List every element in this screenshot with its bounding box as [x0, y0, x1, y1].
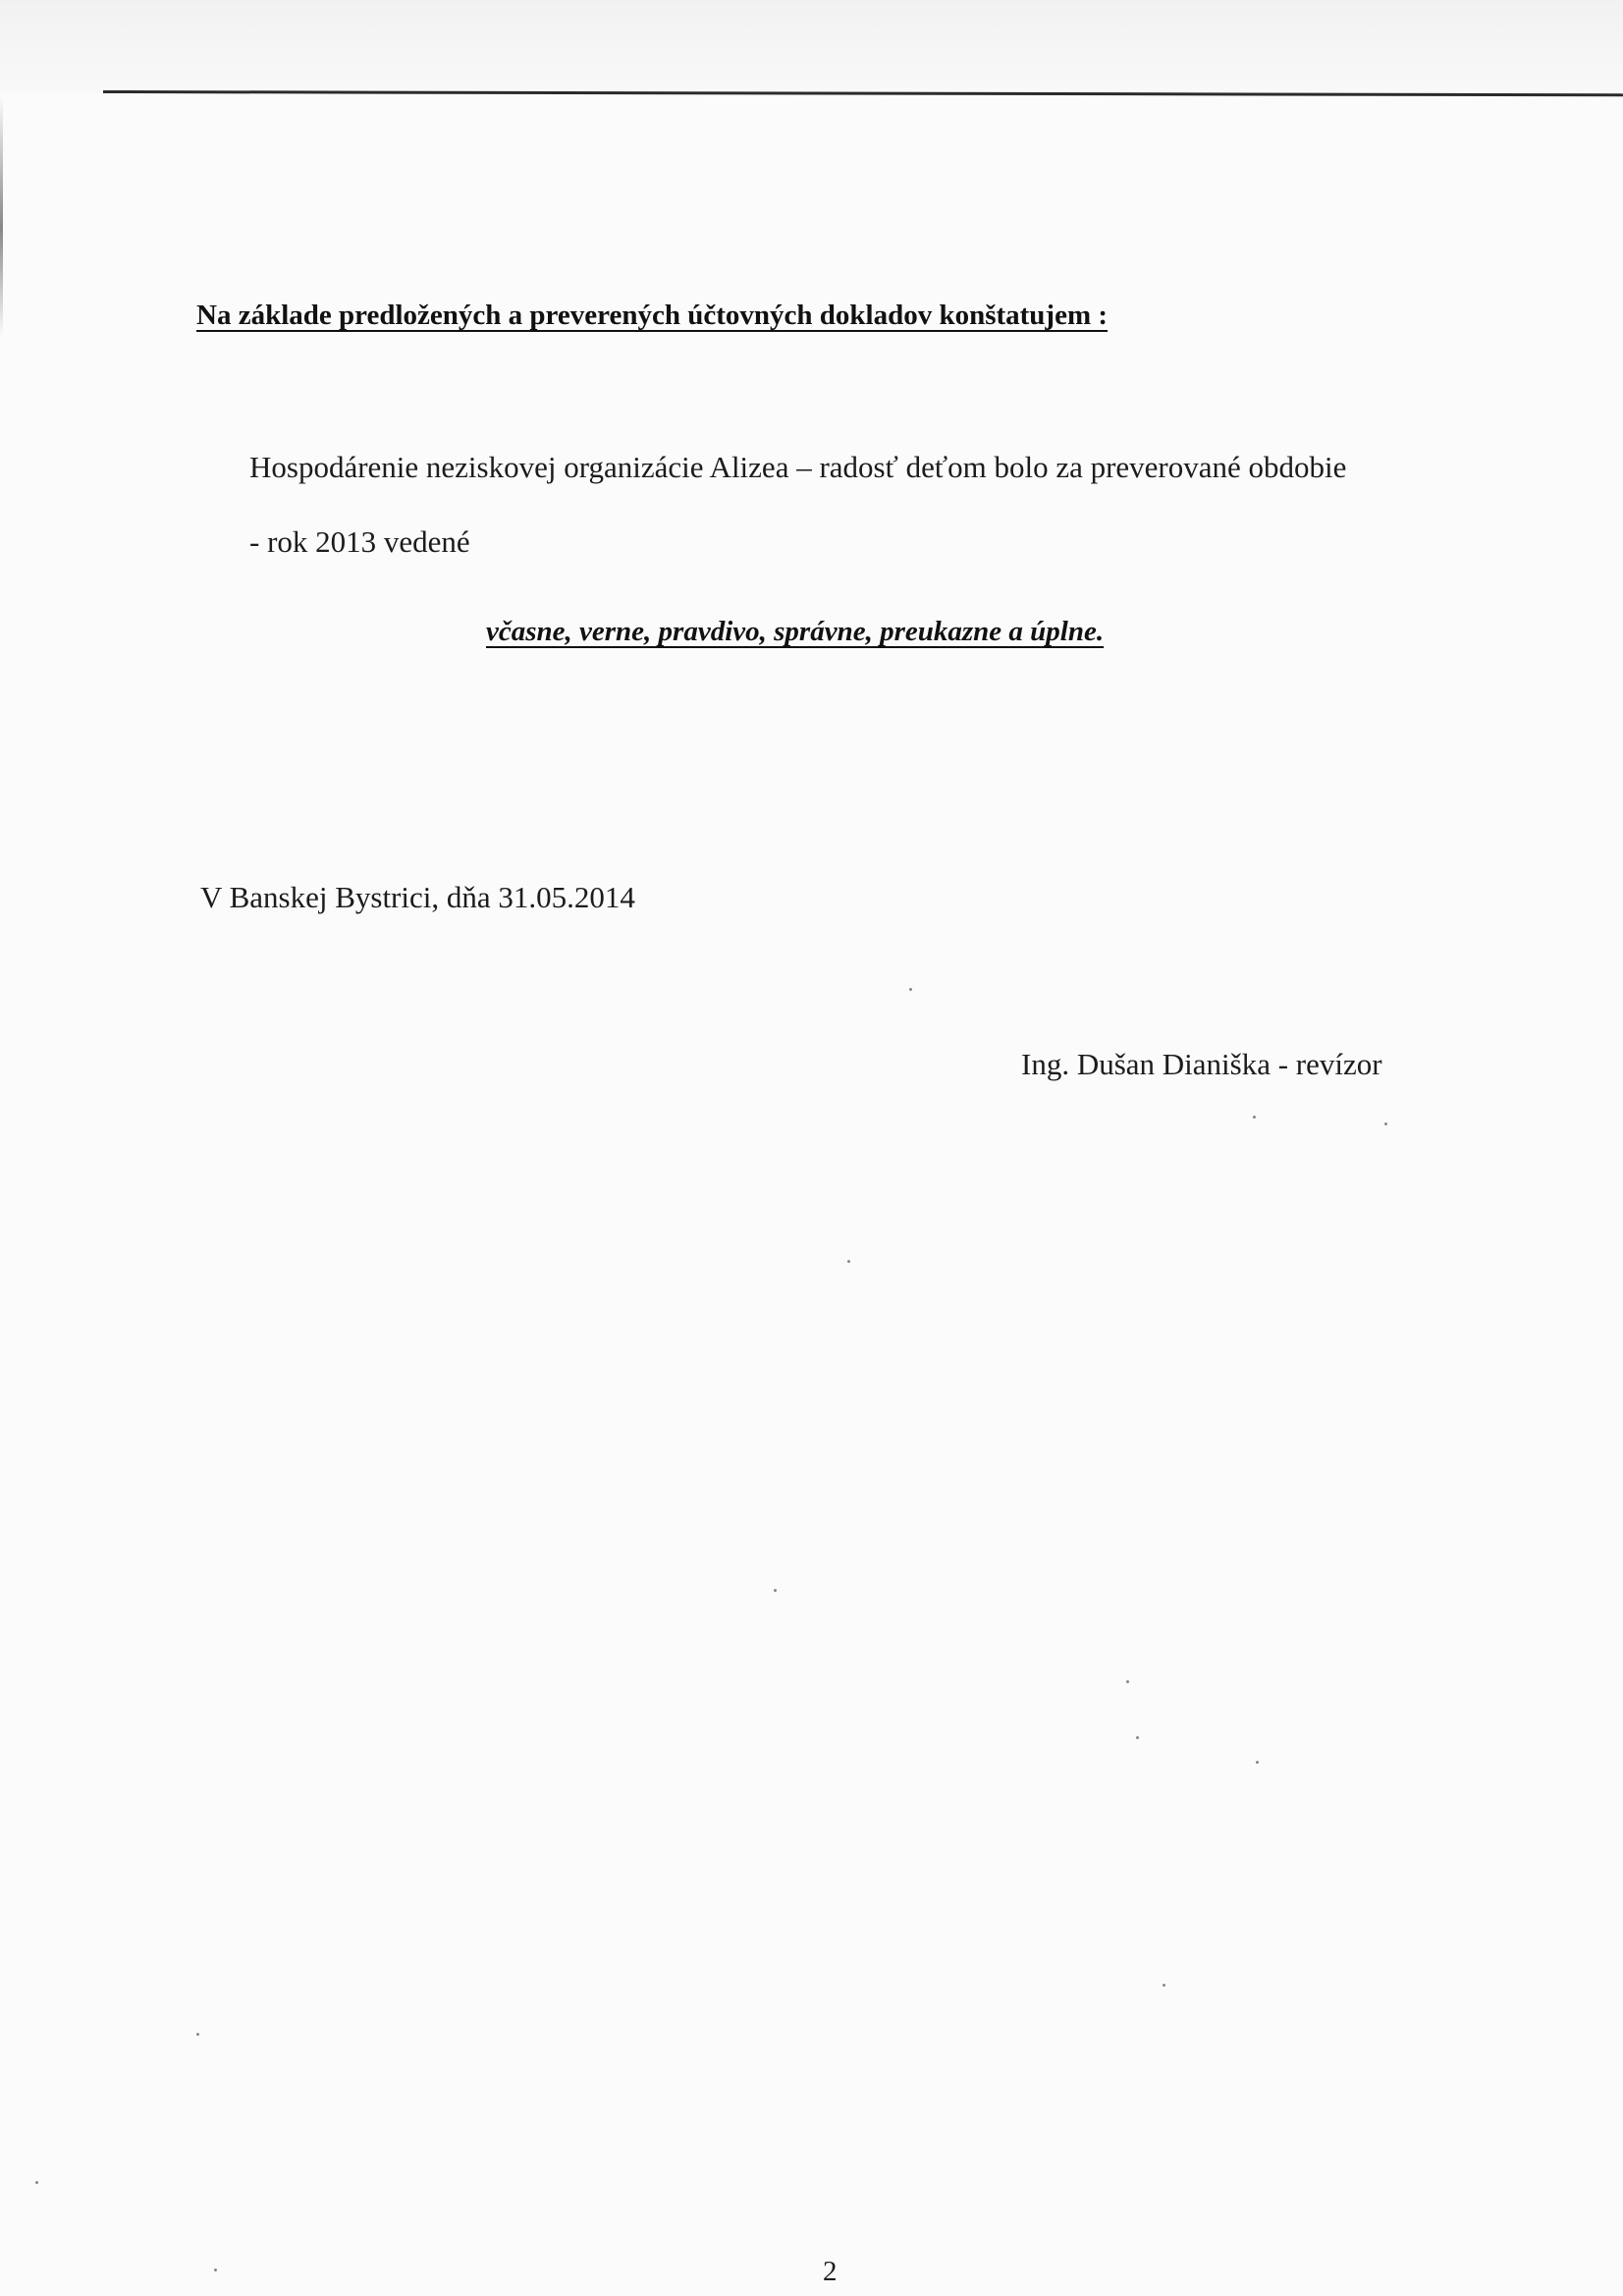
scan-speck [1256, 1761, 1259, 1764]
scan-speck [847, 1260, 850, 1263]
document-heading: Na základe predložených a preverených účtovných dokladov konštatujem : [196, 300, 1109, 331]
scan-speck [214, 2269, 217, 2271]
signatory: Ing. Dušan Dianiška - revízor [1021, 1047, 1382, 1081]
conclusion-emphasis: včasne, verne, pravdivo, správne, preukazne a úplne. [486, 616, 1105, 647]
scan-speck [1163, 1984, 1165, 1987]
scan-speck [35, 2181, 38, 2184]
scan-speck [196, 2033, 199, 2036]
scan-speck [774, 1589, 777, 1592]
paragraph-line-1: Hospodárenie neziskovej organizácie Alizea – radosť deťom bolo za preverované obdobie [249, 450, 1347, 484]
scan-speck [1384, 1122, 1387, 1125]
scan-speck [1136, 1736, 1139, 1739]
scan-speck [1126, 1680, 1129, 1683]
page-number: 2 [823, 2256, 838, 2287]
scan-speck [1253, 1116, 1256, 1119]
scan-speck [909, 988, 912, 991]
place-and-date: V Banskej Bystrici, dňa 31.05.2014 [200, 880, 635, 914]
paragraph-line-2: - rok 2013 vedené [249, 524, 470, 559]
